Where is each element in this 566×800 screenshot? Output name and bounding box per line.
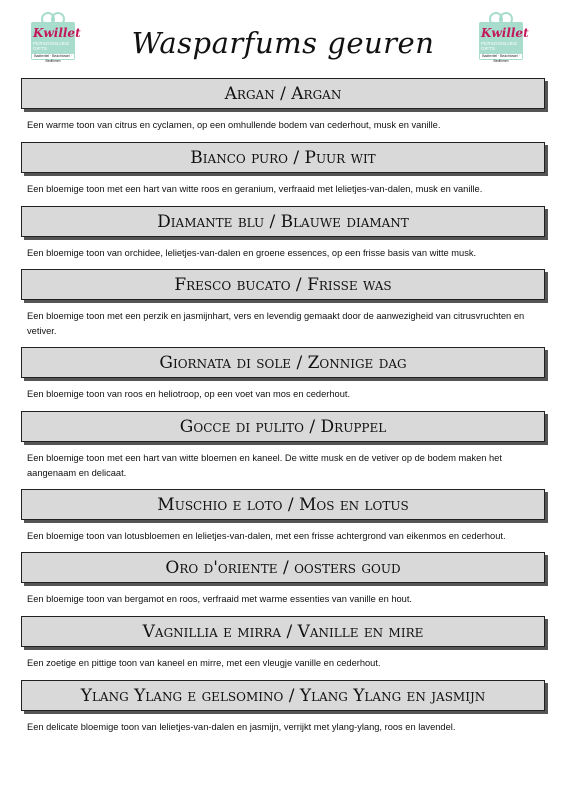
scent-description: Een bloemige toon met een perzik en jasmijnhart, vers en levendig gemaakt door de aanwezigheid van citrusvruchten en vetiver. — [27, 311, 525, 336]
scent-description: Een warme toon van citrus en cyclamen, op een omhullende bodem van cederhout, musk en vanille. — [27, 120, 441, 130]
scent-description: Een bloemige toon met een hart van witte bloemen en kaneel. De witte musk en de vetiver op de bodem maken het aangenaam en delicaat. — [27, 453, 502, 478]
scent-section — [21, 552, 545, 607]
scent-name-banner: Bianco puro / Puur wit — [21, 142, 545, 173]
scent-name-banner: Diamante blu / Blauwe diamant — [21, 206, 545, 237]
scent-section — [21, 489, 545, 544]
scent-name-banner: Vagnillia e mirra / Vanille en mire — [21, 616, 545, 647]
scent-section — [21, 347, 545, 402]
scent-name-banner: Ylang Ylang e gelsomino / Ylang Ylang en jasmijn — [21, 680, 545, 711]
scent-section — [21, 206, 545, 261]
logo-brand-text: Kwillet — [481, 26, 529, 40]
logo-brand-text: Kwillet — [33, 26, 81, 40]
logo-tagline: PERSOONLIJKE GIFTS — [481, 41, 518, 51]
scent-description: Een bloemige toon van orchidee, lelietjes-van-dalen en groene essences, op een frisse basis van witte musk. — [27, 248, 477, 258]
logo-strip: Badtextiel · Beachtowel · Bedlinnen — [32, 54, 74, 59]
scent-name-banner: Argan / Argan — [21, 78, 545, 109]
scent-name-banner: Giornata di sole / Zonnige dag — [21, 347, 545, 378]
logo-tagline: PERSOONLIJKE GIFTS — [33, 41, 70, 51]
scent-section — [21, 78, 545, 133]
scent-name-banner: Muschio e loto / Mos en lotus — [21, 489, 545, 520]
scent-description: Een bloemige toon met een hart van witte roos en geranium, verfraaid met lelietjes-van-dalen, musk en vanille. — [27, 184, 483, 194]
scent-description: Een delicate bloemige toon van lelietjes-van-dalen en jasmijn, verrijkt met ylang-ylang, roos en lavendel. — [27, 722, 456, 732]
scent-name-banner: Oro d'oriente / oosters goud — [21, 552, 545, 583]
scent-section — [21, 269, 545, 339]
scent-section — [21, 680, 545, 735]
scent-section — [21, 616, 545, 671]
scent-description: Een bloemige toon van bergamot en roos, verfraaid met warme essenties van vanille en hout. — [27, 594, 413, 604]
scent-name-banner: Gocce di pulito / Druppel — [21, 411, 545, 442]
scent-name-banner: Fresco bucato / Frisse was — [21, 269, 545, 300]
page-title: Wasparfums geuren — [131, 26, 435, 60]
scent-description: Een zoetige en pittige toon van kaneel en mirre, met een vleugje vanille en cederhout. — [27, 658, 381, 668]
scent-section — [21, 142, 545, 197]
logo-strip: Badtextiel · Beachtowel · Bedlinnen — [480, 54, 522, 59]
scent-description: Een bloemige toon van lotusbloemen en lelietjes-van-dalen, met een frisse achtergrond van eikenmos en cederhout. — [27, 531, 506, 541]
scent-description: Een bloemige toon van roos en heliotroop, op een voet van mos en cederhout. — [27, 389, 351, 399]
scent-section — [21, 411, 545, 481]
